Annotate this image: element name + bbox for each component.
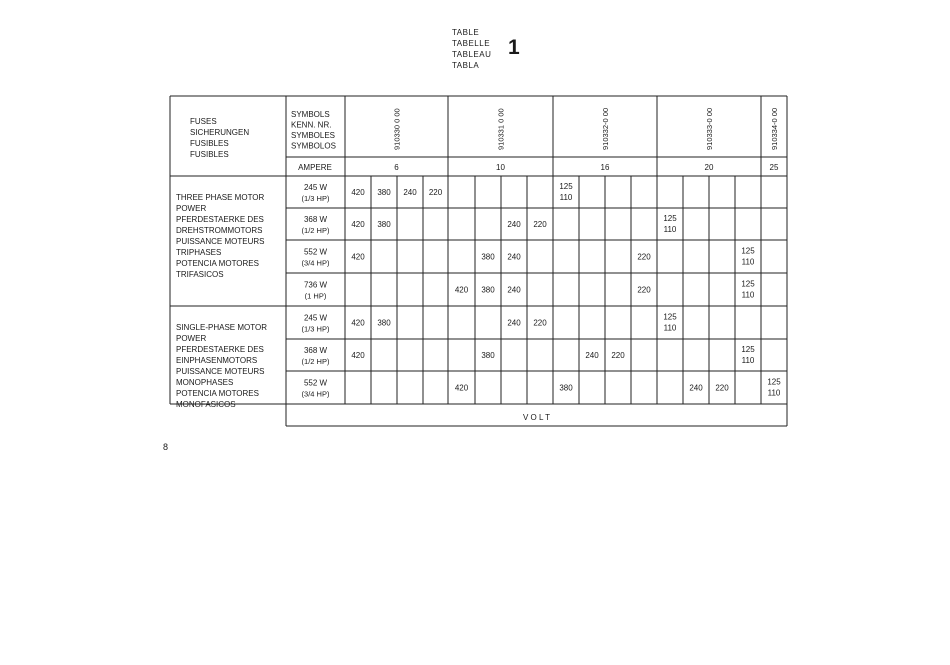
symbols-label: SYMBOLS [291,110,330,119]
power-value: 552 W [303,247,328,257]
voltage-value: 240 [585,351,599,360]
symbols-label: SYMBOLES [291,131,336,140]
voltage-value: 220 [533,318,547,328]
title-line: TABELLE [452,39,491,48]
voltage-value: 110 [559,193,573,202]
section-label: POTENCIA MOTORES [176,259,259,268]
voltage-value: 420 [351,351,365,360]
section-label: PFERDESTAERKE DES [176,345,264,354]
voltage-value: 125 [741,279,755,289]
hp-value: (1/3 HP) [301,194,330,203]
title-line: TABLEAU [452,50,492,59]
hp-value: (3/4 HP) [301,258,330,268]
voltage-value: 380 [377,220,391,229]
voltage-value: 125 [663,214,677,223]
ampere-value: 16 [600,163,610,172]
section-label: SINGLE-PHASE MOTOR [176,323,267,332]
voltage-value: 380 [559,383,573,393]
fuse-code: 910334-0 00 [770,107,779,150]
voltage-value: 420 [351,188,365,197]
voltage-value: 240 [507,285,521,295]
voltage-value: 125 [663,312,677,322]
fuses-label: FUSES [190,117,217,126]
voltage-value: 380 [481,351,495,360]
ampere-label: AMPERE [298,163,332,172]
voltage-value: 420 [454,285,469,295]
voltage-value: 125 [767,377,781,387]
voltage-value: 240 [507,252,521,262]
section-label: MONOPHASES [176,378,234,387]
hp-value: (3/4 HP) [301,389,330,399]
power-value: 245 W [303,183,328,192]
table-number: 1 [508,36,520,59]
voltage-value: 220 [637,252,651,262]
power-value: 368 W [303,215,328,224]
voltage-value: 220 [715,383,729,393]
voltage-value: 110 [767,388,781,398]
voltage-value: 110 [663,225,677,234]
voltage-value: 380 [377,188,391,197]
ampere-value: 20 [704,163,714,172]
voltage-value: 220 [428,188,443,197]
power-value: 736 W [303,280,328,290]
volt-label: V O L T [522,413,551,422]
voltage-value: 420 [351,252,365,262]
symbols-label: KENN. NR. [291,120,332,130]
voltage-value: 110 [741,290,755,300]
page-number: 8 [163,442,169,452]
fuse-code: 910330 0 00 [392,108,402,150]
voltage-value: 420 [351,220,365,229]
fuse-code: 910333-0 00 [705,107,714,150]
voltage-value: 125 [559,182,573,191]
hp-value: (1/2 HP) [301,226,330,235]
power-value: 368 W [303,346,328,355]
section-label: PUISSANCE MOTEURS [176,237,265,246]
section-label: DREHSTROMMOTORS [176,226,263,235]
fuses-label: SICHERUNGEN [190,128,250,137]
power-value: 245 W [303,313,328,323]
voltage-value: 125 [741,246,755,256]
fuse-code: 910332-0 00 [601,107,610,150]
voltage-value: 420 [454,383,469,393]
title-line: TABLA [452,61,480,70]
section-label: POTENCIA MOTORES [176,389,259,398]
section-label: TRIPHASES [176,248,222,257]
section-label: POWER [176,204,207,213]
voltage-value: 380 [377,318,391,328]
section-label: PUISSANCE MOTEURS [176,367,265,376]
voltage-value: 420 [351,318,365,328]
voltage-value: 380 [481,252,495,262]
voltage-value: 110 [663,323,677,333]
fuses-label: FUSIBLES [190,150,229,159]
voltage-value: 240 [507,318,521,328]
ampere-value: 25 [769,163,779,172]
voltage-value: 110 [741,356,755,365]
voltage-value: 220 [637,285,651,295]
voltage-value: 240 [507,220,521,229]
voltage-value: 110 [741,257,755,267]
section-label: POWER [176,334,207,343]
section-label: EINPHASENMOTORS [176,356,258,365]
section-label: MONOFASICOS [176,400,236,409]
voltage-value: 380 [481,285,495,295]
title-line: TABLE [452,28,480,37]
fuse-code: 910331 0 00 [496,108,506,150]
voltage-value: 220 [611,351,625,360]
symbols-label: SYMBOLOS [291,141,336,151]
section-label: THREE PHASE MOTOR [176,193,265,202]
voltage-value: 220 [533,220,547,229]
ampere-value: 10 [496,163,505,172]
hp-value: (1/3 HP) [301,324,330,334]
voltage-value: 240 [403,188,417,197]
power-value: 552 W [303,378,328,388]
section-label: TRIFASICOS [176,270,224,279]
fuses-label: FUSIBLES [190,139,229,148]
hp-value: (1 HP) [304,291,327,301]
ampere-value: 6 [394,163,399,172]
hp-value: (1/2 HP) [301,357,330,366]
voltage-value: 240 [689,383,703,393]
section-label: PFERDESTAERKE DES [176,215,264,224]
voltage-value: 125 [741,345,755,354]
